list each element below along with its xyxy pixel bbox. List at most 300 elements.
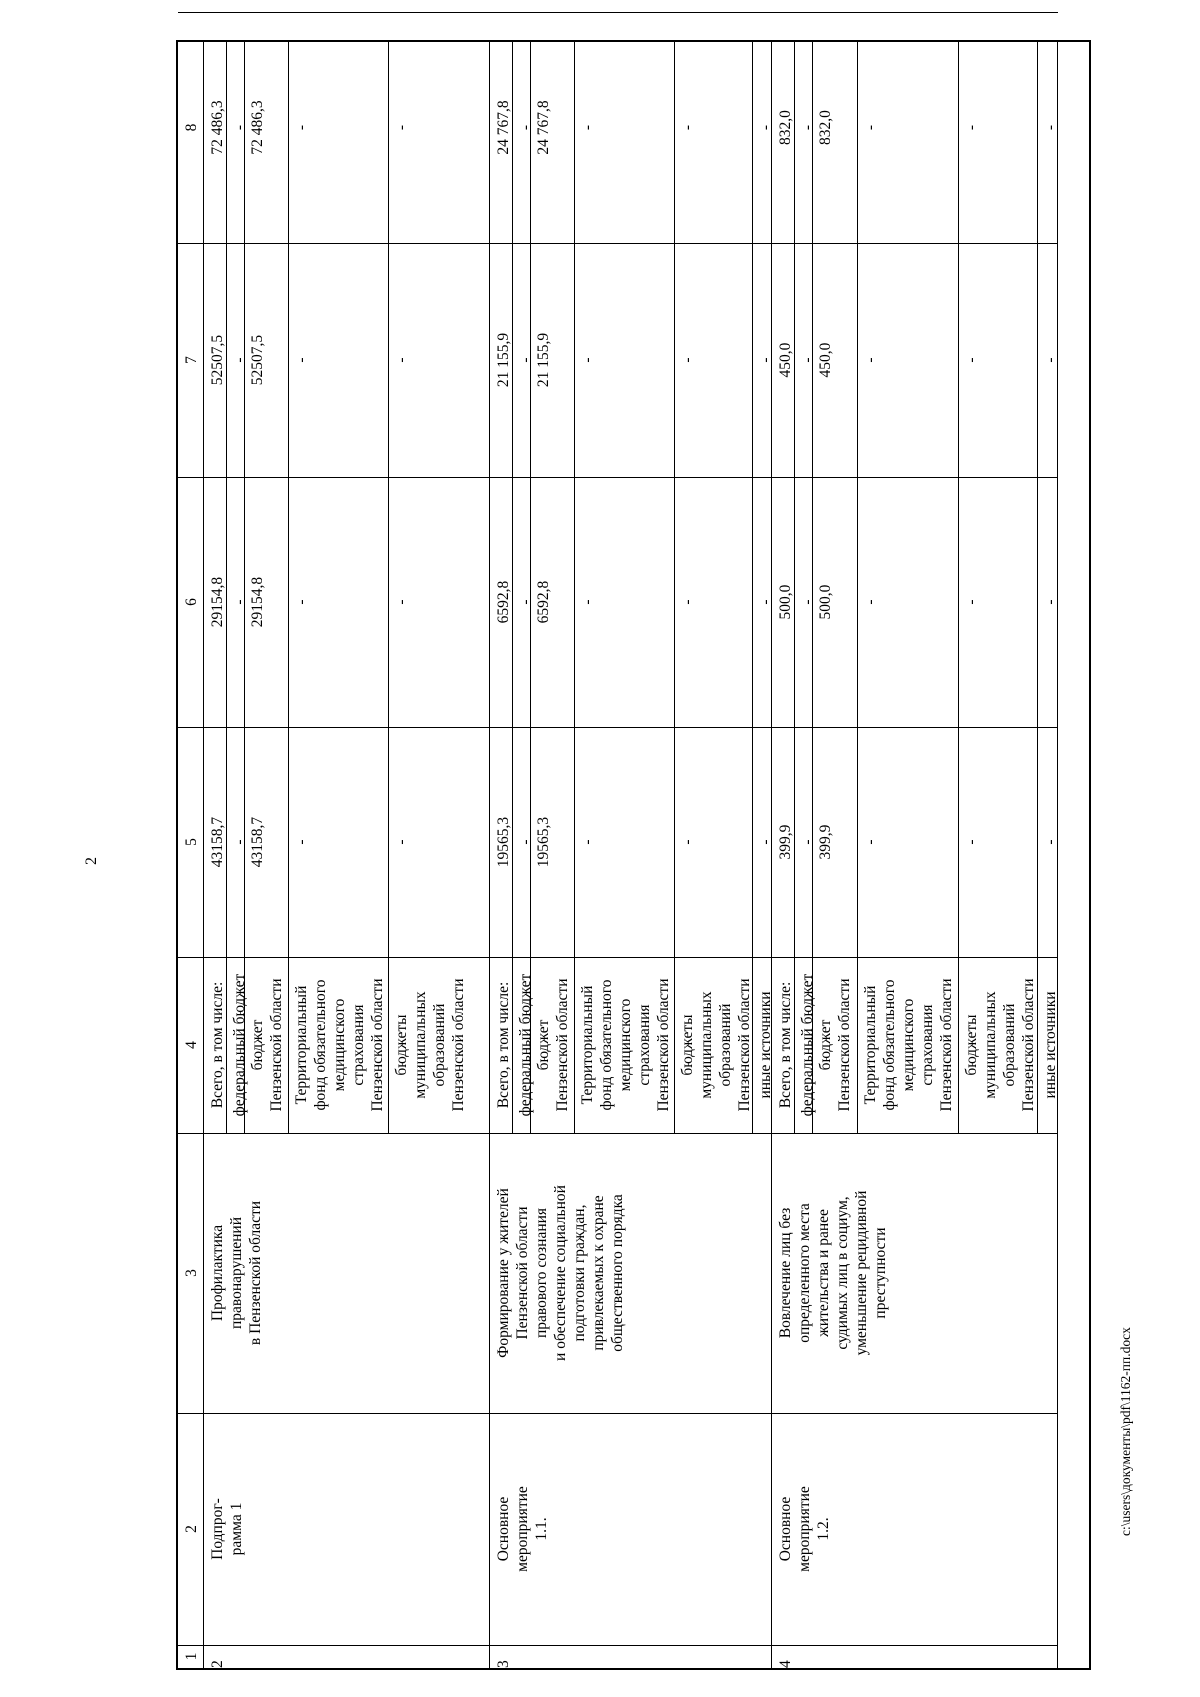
page-number: 2 (83, 857, 100, 865)
text-line: 450,0 (777, 342, 794, 378)
value-tfoms-col6-text (578, 477, 597, 727)
text-line (678, 0, 697, 12)
column-number-4 (178, 957, 204, 1133)
value-federal-col6 (794, 477, 816, 727)
value-tfoms-col5-text (578, 727, 597, 957)
value-regional-col8-text (816, 12, 835, 243)
text-line: 21 155,9 (495, 332, 512, 388)
text-line: 450,0 (817, 342, 834, 378)
source-tfoms-text (861, 957, 956, 1133)
value-regional-col5 (530, 727, 574, 957)
text-line: - (963, 599, 980, 605)
value-municipal-col7-text (678, 243, 697, 477)
value-other-col6-text (1041, 477, 1060, 727)
source-tfoms (288, 957, 388, 1133)
value-regional-col6-text (248, 477, 267, 727)
value-tfoms-col8-text (578, 12, 597, 243)
source-total (772, 957, 794, 1133)
value-total-col5 (772, 727, 794, 957)
text-line: - (799, 599, 816, 605)
value-total-col9 (490, 0, 512, 12)
value-regional-col6-text (816, 477, 835, 727)
value-tfoms-col9 (574, 0, 674, 12)
text-line: - (757, 124, 774, 131)
value-regional-col5 (244, 727, 288, 957)
value-tfoms-col6 (857, 477, 958, 727)
item-name (204, 1133, 490, 1413)
item-name (490, 1133, 772, 1413)
text-line: Пензенской области (514, 1206, 531, 1340)
col-divider (772, 957, 1058, 958)
text-line: 5 (183, 838, 200, 846)
text-line: Подпрог- (209, 1498, 226, 1560)
value-total-col6-text (494, 477, 513, 727)
value-tfoms-col6 (574, 477, 674, 727)
row-divider (178, 1645, 204, 1646)
text-line: федеральный бюджет (517, 973, 534, 1117)
value-total-col8 (490, 12, 512, 243)
row-divider (178, 477, 204, 478)
value-municipal-col5-text (392, 727, 411, 957)
text-line: бюджет (535, 1019, 552, 1071)
text-line (578, 0, 597, 12)
value-municipal-col6 (674, 477, 752, 727)
text-line: 3 (183, 1269, 200, 1277)
value-total-col9-text (776, 0, 795, 12)
text-line: страхования (919, 1004, 936, 1086)
text-line: образований (1001, 1003, 1018, 1087)
text-line: - (862, 357, 879, 363)
text-line: 43158,7 (209, 816, 226, 868)
source-municipal-text (392, 957, 468, 1133)
value-total-col8-text (776, 12, 795, 243)
value-municipal-col6 (958, 477, 1037, 727)
source-regional-text (534, 957, 572, 1133)
funding-table (176, 40, 1091, 1670)
value-other-col7-text (1041, 243, 1060, 477)
source-total (490, 957, 512, 1133)
value-municipal-col6-text (392, 477, 411, 727)
text-line: иные источники (757, 991, 774, 1099)
value-tfoms-col8-text (861, 12, 880, 243)
text-line: 1.1. (533, 1517, 550, 1541)
text-line: привлекаемых к охране (590, 1195, 607, 1351)
text-line: федеральный бюджет (231, 973, 248, 1117)
row-number-text (776, 1645, 795, 1668)
text-line: бюджеты (963, 1014, 980, 1076)
text-line: 52507,5 (249, 334, 266, 386)
text-line (182, 0, 201, 12)
value-tfoms-col5 (574, 727, 674, 957)
text-line: Пензенской области (450, 978, 467, 1112)
value-municipal-col5 (958, 727, 1037, 957)
value-municipal-col9-text (392, 0, 411, 12)
text-line: Пензенской области (736, 978, 753, 1112)
source-total-text (494, 957, 513, 1133)
text-line: уменьшение рецидивной (853, 1190, 870, 1356)
col-divider (490, 12, 772, 13)
col-divider (772, 1645, 1058, 1646)
value-municipal-col8 (958, 12, 1037, 243)
col-divider (490, 727, 772, 728)
value-total-col7 (772, 243, 794, 477)
text-line (776, 0, 795, 12)
value-municipal-col8 (674, 12, 752, 243)
text-line: 29154,8 (249, 576, 266, 628)
col-divider (772, 727, 1058, 728)
column-number-8-text (182, 12, 201, 243)
value-regional-col5-text (248, 727, 267, 957)
value-total-col6 (490, 477, 512, 727)
value-total-col5 (204, 727, 226, 957)
row-number (772, 1645, 1058, 1668)
text-line: - (963, 124, 980, 131)
column-number-5 (178, 727, 204, 957)
text-line: фонд обязательного (312, 979, 329, 1111)
column-number-5-text (182, 727, 201, 957)
col-divider (772, 1133, 1058, 1134)
value-regional-col5-text (816, 727, 835, 957)
value-municipal-col7 (674, 243, 752, 477)
col-divider (490, 1413, 772, 1414)
value-federal-col9 (226, 0, 244, 12)
value-tfoms-col7-text (578, 243, 597, 477)
value-federal-col9 (512, 0, 530, 12)
text-line: медицинского (331, 998, 348, 1092)
value-other-col6 (1037, 477, 1057, 727)
header-column (178, 42, 204, 1668)
text-line: судимых лиц в социум, (834, 1196, 851, 1350)
text-line: Всего, в том числе: (495, 981, 512, 1109)
text-line: - (679, 599, 696, 605)
value-regional-col7-text (248, 243, 267, 477)
text-line: в Пензенской области (247, 1200, 264, 1346)
text-line: - (1042, 599, 1059, 605)
value-tfoms-col6 (288, 477, 388, 727)
value-total-col7-text (776, 243, 795, 477)
text-line: 500,0 (777, 584, 794, 620)
value-tfoms-col9 (288, 0, 388, 12)
text-line: - (231, 124, 248, 131)
source-total (204, 957, 226, 1133)
item-type-text (208, 1413, 246, 1645)
text-line: - (963, 357, 980, 363)
value-municipal-col6-text (678, 477, 697, 727)
value-federal-col7 (226, 243, 248, 477)
value-total-col9-text (494, 0, 513, 12)
text-line (816, 0, 835, 12)
text-line: Пензенской области (369, 978, 386, 1112)
text-line: - (393, 839, 410, 845)
value-municipal-col9-text (962, 0, 981, 12)
value-municipal-col8-text (392, 12, 411, 243)
text-line: - (579, 357, 596, 363)
value-other-col5 (1037, 727, 1057, 957)
value-regional-col9-text (248, 0, 267, 12)
text-line: Пензенской области (268, 978, 285, 1112)
value-federal-col8 (512, 12, 534, 243)
value-other-col6 (752, 477, 772, 727)
text-line: бюджеты (679, 1014, 696, 1076)
value-other-col9-text (1041, 0, 1060, 12)
value-regional-col8-text (534, 12, 553, 243)
row-divider (178, 957, 204, 958)
value-total-col5 (490, 727, 512, 957)
value-other-col7 (1037, 243, 1057, 477)
value-municipal-col9 (674, 0, 752, 12)
value-total-col5-text (776, 727, 795, 957)
value-municipal-col6 (388, 477, 490, 727)
column-number-3 (178, 1133, 204, 1413)
text-line: федеральный бюджет (799, 973, 816, 1117)
value-municipal-col7-text (962, 243, 981, 477)
value-total-col6-text (208, 477, 227, 727)
value-regional-col6-text (534, 477, 553, 727)
text-line: 24 767,8 (535, 100, 552, 155)
text-line: 3 (495, 1660, 512, 1668)
text-line (534, 0, 553, 12)
text-line: Территориальный (293, 985, 310, 1105)
text-line: определенного места (796, 1203, 813, 1343)
value-total-col9 (204, 0, 226, 12)
column-number-3-text (182, 1133, 201, 1413)
text-line: 4 (183, 1041, 200, 1049)
source-municipal (674, 957, 752, 1133)
text-line: правонарушений (228, 1216, 245, 1330)
value-other-col9 (1037, 0, 1057, 12)
item-name-text (494, 1133, 627, 1413)
source-tfoms (857, 957, 958, 1133)
value-regional-col9-text (816, 0, 835, 12)
value-municipal-col7 (388, 243, 490, 477)
value-regional-col6 (530, 477, 574, 727)
column-number-2 (178, 1413, 204, 1645)
column-number-9 (178, 0, 204, 12)
text-line: 72 486,3 (249, 100, 266, 155)
text-line: Основное (495, 1496, 512, 1562)
text-line: мероприятие (514, 1486, 531, 1572)
text-line: Формирование у жителей (495, 1188, 512, 1358)
col-divider (772, 243, 1058, 244)
value-regional-col6 (244, 477, 288, 727)
text-line (962, 0, 981, 12)
value-regional-col5-text (534, 727, 553, 957)
value-tfoms-col7 (574, 243, 674, 477)
text-line: 24 767,8 (495, 100, 512, 155)
col-divider (772, 1413, 1058, 1414)
text-line: - (231, 839, 248, 845)
text-line: Всего, в том числе: (777, 981, 794, 1109)
source-regional-text (248, 957, 286, 1133)
col-divider (204, 1645, 490, 1646)
value-total-col8 (772, 12, 794, 243)
source-regional (244, 957, 288, 1133)
text-line: - (679, 124, 696, 131)
value-federal-col8 (226, 12, 248, 243)
value-regional-col9 (812, 0, 857, 12)
row-number (490, 1645, 772, 1668)
value-regional-col9 (530, 0, 574, 12)
text-line: - (862, 599, 879, 605)
column-number-6 (178, 477, 204, 727)
text-line: - (1042, 839, 1059, 845)
col-divider (490, 243, 772, 244)
value-tfoms-col5-text (861, 727, 880, 957)
source-regional (530, 957, 574, 1133)
source-municipal-text (962, 957, 1038, 1133)
value-other-col8-text (1041, 12, 1060, 243)
source-tfoms-text (578, 957, 673, 1133)
row-divider (178, 1413, 204, 1414)
source-total-text (776, 957, 795, 1133)
value-municipal-col5-text (962, 727, 981, 957)
group-4 (772, 42, 1058, 1668)
text-line: - (757, 839, 774, 845)
col-divider (204, 12, 490, 13)
item-type (490, 1413, 772, 1645)
value-federal-col8 (794, 12, 816, 243)
group-3 (490, 42, 772, 1668)
text-line: правового сознания (533, 1207, 550, 1339)
text-line: 2 (209, 1660, 226, 1668)
column-number-6-text (182, 477, 201, 727)
value-regional-col8 (244, 12, 288, 243)
text-line: - (579, 839, 596, 845)
value-total-col8 (204, 12, 226, 243)
value-federal-col7 (794, 243, 816, 477)
column-number-7-text (182, 243, 201, 477)
text-line: - (231, 599, 248, 605)
value-total-col7 (204, 243, 226, 477)
value-federal-col6 (226, 477, 248, 727)
column-number-2-text (182, 1413, 201, 1645)
value-federal-col9 (794, 0, 812, 12)
text-line: Пензенской области (938, 978, 955, 1112)
text-line: Пензенской области (655, 978, 672, 1112)
col-divider (204, 477, 490, 478)
item-type (772, 1413, 1058, 1645)
value-federal-col5 (226, 727, 248, 957)
value-total-col6-text (776, 477, 795, 727)
text-line: преступности (872, 1227, 889, 1319)
value-other-col5-text (1041, 727, 1060, 957)
text-line: 72 486,3 (209, 100, 226, 155)
text-line: муниципальных (412, 991, 429, 1099)
source-other (752, 957, 772, 1133)
text-line: бюджет (817, 1019, 834, 1071)
item-type-text (776, 1413, 833, 1645)
text-line: - (293, 599, 310, 605)
text-line (861, 0, 880, 12)
value-tfoms-col6-text (861, 477, 880, 727)
item-type-text (494, 1413, 551, 1645)
text-line: Территориальный (579, 985, 596, 1105)
text-line (1041, 0, 1060, 12)
value-municipal-col9 (958, 0, 1037, 12)
value-federal-col7 (512, 243, 534, 477)
text-line (208, 0, 227, 12)
text-line (292, 0, 311, 12)
text-line: страхования (636, 1004, 653, 1086)
row-number (204, 1645, 490, 1668)
text-line: бюджет (249, 1019, 266, 1071)
col-divider (490, 477, 772, 478)
text-line: подготовки граждан, (571, 1204, 588, 1342)
value-regional-col9-text (534, 0, 553, 12)
value-tfoms-col9-text (292, 0, 311, 12)
text-line: - (293, 124, 310, 131)
text-line: - (679, 357, 696, 363)
value-municipal-col5 (388, 727, 490, 957)
item-name-text (208, 1133, 265, 1413)
source-municipal (388, 957, 490, 1133)
text-line: 399,9 (817, 824, 834, 860)
text-line: бюджеты (393, 1014, 410, 1076)
text-line: - (393, 124, 410, 131)
text-line: иные источники (1042, 991, 1059, 1099)
text-line: медицинского (900, 998, 917, 1092)
source-regional (812, 957, 857, 1133)
text-line: Основное (777, 1496, 794, 1562)
value-total-col9 (772, 0, 794, 12)
text-line: и обеспечение социальной (552, 1185, 569, 1361)
text-line: 500,0 (817, 584, 834, 620)
item-name (772, 1133, 1058, 1413)
col-divider (204, 727, 490, 728)
text-line: жительства и ранее (815, 1209, 832, 1337)
text-line: 8 (183, 123, 200, 132)
column-number-7 (178, 243, 204, 477)
text-line: - (579, 599, 596, 605)
value-tfoms-col9-text (578, 0, 597, 12)
text-line: - (799, 357, 816, 363)
text-line: 1.2. (815, 1517, 832, 1541)
text-line: 832,0 (777, 110, 794, 145)
value-tfoms-col7-text (292, 243, 311, 477)
text-line: рамма 1 (228, 1502, 245, 1556)
row-divider (178, 12, 204, 13)
col-divider (204, 1413, 490, 1414)
row-divider (178, 727, 204, 728)
text-line: 1 (183, 1652, 200, 1661)
text-line: 832,0 (817, 110, 834, 145)
value-municipal-col5-text (678, 727, 697, 957)
value-regional-col7 (530, 243, 574, 477)
text-line (494, 0, 513, 12)
value-total-col7-text (494, 243, 513, 477)
text-line: - (293, 357, 310, 363)
text-line: 6 (183, 598, 200, 606)
value-regional-col7-text (816, 243, 835, 477)
text-line: Пензенской области (1020, 978, 1037, 1112)
value-total-col7-text (208, 243, 227, 477)
text-line: Территориальный (862, 985, 879, 1105)
column-number-9-text (182, 0, 201, 12)
source-federal (512, 957, 534, 1133)
value-tfoms-col9-text (861, 0, 880, 12)
item-type (204, 1413, 490, 1645)
col-divider (490, 1645, 772, 1646)
value-regional-col5 (812, 727, 857, 957)
text-line: Пензенской области (836, 978, 853, 1112)
text-line: 399,9 (777, 824, 794, 860)
group-2 (204, 42, 490, 1668)
item-name-text (776, 1133, 890, 1413)
value-federal-col6 (512, 477, 534, 727)
text-line: - (679, 839, 696, 845)
text-line: муниципальных (982, 991, 999, 1099)
text-line (392, 0, 411, 12)
